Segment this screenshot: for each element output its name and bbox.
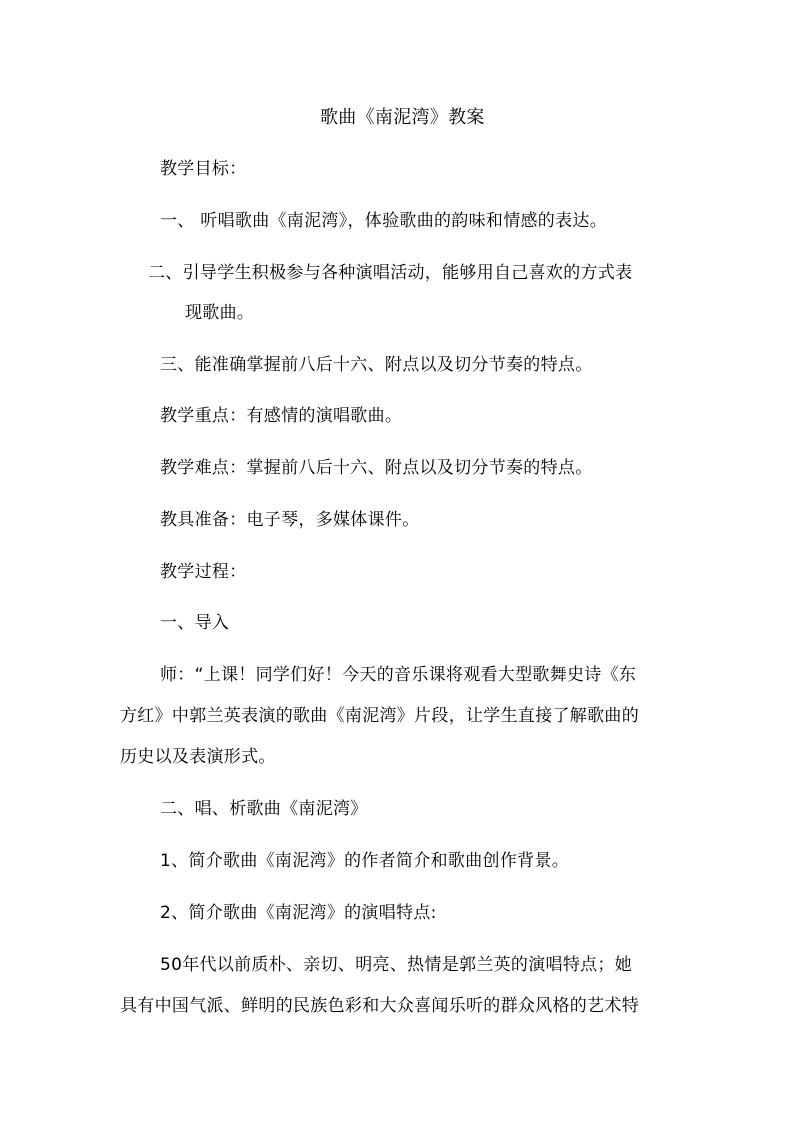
difficult-points: 教学难点：掌握前八后十六、附点以及切分节奏的特点。 <box>160 458 593 478</box>
teaching-aids: 教具准备：电子琴，多媒体课件。 <box>160 510 420 530</box>
performance-features-line-2: 具有中国气派、鲜明的民族色彩和大众喜闻乐听的群众风格的艺术特 <box>120 996 639 1016</box>
objective-3: 三、能准确掌握前八后十六、附点以及切分节奏的特点。 <box>160 355 593 375</box>
sub-step-2: 2、简介歌曲《南泥湾》的演唱特点: <box>160 903 437 923</box>
key-points: 教学重点：有感情的演唱歌曲。 <box>160 406 403 426</box>
teacher-speech-line-3: 历史以及表演形式。 <box>120 747 276 767</box>
document-title: 歌曲《南泥湾》教案 <box>320 107 485 128</box>
section-heading-objectives: 教学目标： <box>160 159 247 179</box>
process-step-introduction: 一、导入 <box>160 613 230 633</box>
teacher-speech-line-2: 方红》中郭兰英表演的歌曲《南泥湾》片段，让学生直接了解歌曲的 <box>120 706 639 726</box>
teacher-speech-line-1: 师：“上课！同学们好！今天的音乐课将观看大型歌舞史诗《东 <box>160 665 637 685</box>
section-heading-process: 教学过程： <box>160 562 247 582</box>
objective-1: 一、 听唱歌曲《南泥湾》，体验歌曲的韵味和情感的表达。 <box>160 211 608 231</box>
process-step-sing-analyze: 二、唱、析歌曲《南泥湾》 <box>160 799 368 819</box>
objective-2-continued: 现歌曲。 <box>185 303 255 323</box>
performance-features-line-1: 50年代以前质朴、亲切、明亮、热情是郭兰英的演唱特点；她 <box>160 955 633 975</box>
objective-2: 二、引导学生积极参与各种演唱活动，能够用自己喜欢的方式表 <box>148 263 633 283</box>
sub-step-1: 1、简介歌曲《南泥湾》的作者简介和歌曲创作背景。 <box>160 851 570 871</box>
